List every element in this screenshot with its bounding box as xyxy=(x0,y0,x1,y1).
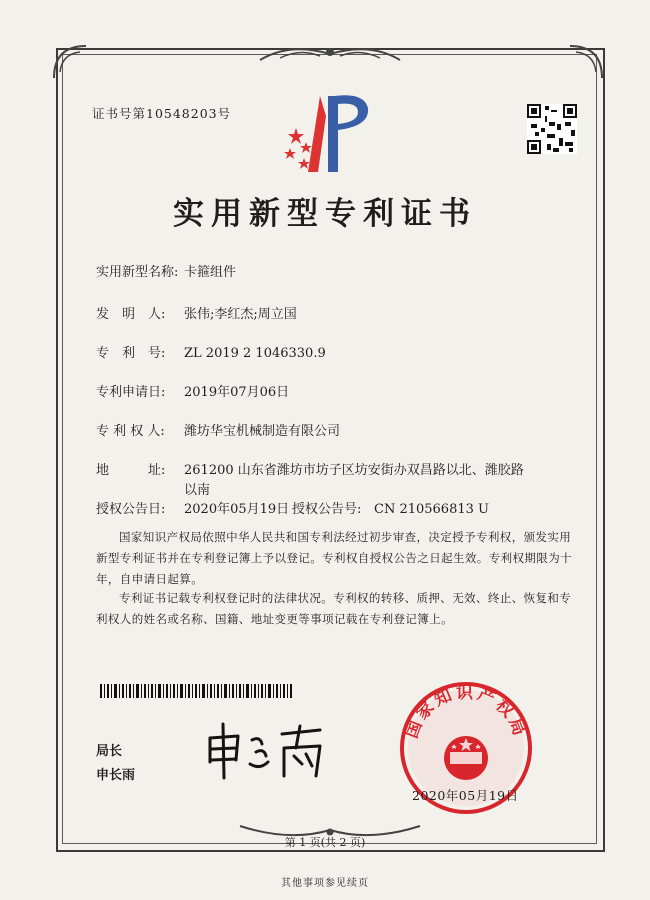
director-title: 局长 xyxy=(96,744,123,759)
application-date-label: 专利申请日: xyxy=(96,385,166,400)
seal-text: 国家知识产权局 xyxy=(401,682,531,742)
application-date-row xyxy=(96,383,290,403)
grant-statement-paragraph: 国家知识产权局依照中华人民共和国专利法经过初步审查，决定授予专利权，颁发实用新型专利证书并在专利登记簿上予以登记。专利权自授权公告之日起生效。专利权期限为十年，自申请日起算。 xyxy=(96,530,572,586)
corner-ornament-tl xyxy=(50,42,90,82)
address-value: 261200 山东省潍坊市坊子区坊安街办双昌路以北、潍胶路以南 xyxy=(184,463,524,498)
legal-status-paragraph: 专利证书记载专利权登记时的法律状况。专利权的转移、质押、无效、终止、恢复和专利权人的姓名或名称、国籍、地址变更等事项记载在专利登记簿上。 xyxy=(96,591,572,626)
address-label: 地 址: xyxy=(96,463,166,478)
grant-number-label: 授权公告号: xyxy=(292,502,362,517)
barcode xyxy=(100,684,292,698)
corner-ornament-tr xyxy=(566,42,606,82)
patent-number-row xyxy=(96,344,326,364)
address-row xyxy=(96,461,524,498)
utility-model-name-value: 卡箍组件 xyxy=(184,265,237,280)
patentee-label: 专 利 权 人: xyxy=(96,424,165,439)
certificate-title: 实用新型专利证书 xyxy=(173,196,477,232)
application-date-value: 2019年07月06日 xyxy=(184,385,290,400)
grant-date-label: 授权公告日: xyxy=(96,502,166,517)
patentee-value: 潍坊华宝机械制造有限公司 xyxy=(184,424,341,439)
seal-date: 2020年05月19日 xyxy=(412,788,519,803)
grant-date-row xyxy=(96,500,489,520)
grant-number-value: CN 210566813 U xyxy=(374,502,489,517)
continuation-note: 其他事项参见续页 xyxy=(281,878,369,889)
patent-number-value: ZL 2019 2 1046330.9 xyxy=(184,346,326,361)
qr-code xyxy=(527,104,577,154)
director-signature xyxy=(202,718,352,782)
patentee-row xyxy=(96,422,341,442)
utility-model-name-label: 实用新型名称: xyxy=(96,265,179,280)
utility-model-name-row xyxy=(96,263,237,283)
inventor-value: 张伟;李红杰;周立国 xyxy=(184,307,297,322)
certificate-number: 证书号第10548203号 xyxy=(92,106,232,121)
patent-number-label: 专 利 号: xyxy=(96,346,166,361)
inventor-row xyxy=(96,305,297,325)
grant-date-value: 2020年05月19日 xyxy=(184,502,290,517)
top-ornament xyxy=(250,40,410,68)
page-number: 第 1 页(共 2 页) xyxy=(284,836,366,849)
inventor-label: 发 明 人: xyxy=(96,307,166,322)
director-name: 申长雨 xyxy=(96,768,136,783)
patent-office-emblem xyxy=(278,90,374,180)
